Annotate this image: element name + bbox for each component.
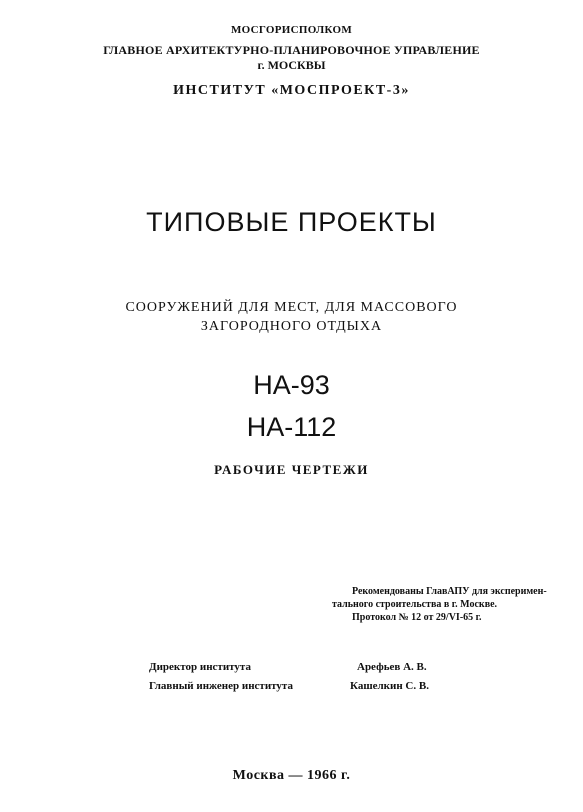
- signature-name-chief-engineer: Кашелкин С. В.: [350, 680, 429, 692]
- recommendation-line-3: Протокол № 12 от 29/VI-65 г.: [352, 612, 482, 623]
- org-line-2: ГЛАВНОЕ АРХИТЕКТУРНО-ПЛАНИРОВОЧНОЕ УПРАВЛЕНИЕ: [103, 43, 480, 57]
- signature-role-director: Директор института: [149, 661, 251, 673]
- org-line-1: МОСГОРИСПОЛКОМ: [230, 24, 353, 36]
- org-line-3: г. МОСКВЫ: [257, 58, 326, 72]
- recommendation-line-1: Рекомендованы ГлавАПУ для эксперимен-: [352, 586, 547, 597]
- recommendation-line-2: тального строительства в г. Москве.: [332, 599, 498, 610]
- subtitle-line-2: ЗАГОРОДНОГО ОТДЫХА: [200, 319, 383, 334]
- drawings-label: РАБОЧИЕ ЧЕРТЕЖИ: [214, 462, 369, 477]
- document-title: ТИПОВЫЕ ПРОЕКТЫ: [146, 207, 437, 237]
- project-code-2: НА-112: [246, 412, 337, 442]
- project-code-1: НА-93: [253, 370, 330, 400]
- institute-name: ИНСТИТУТ «МОСПРОЕКТ-3»: [173, 83, 410, 98]
- signature-role-chief-engineer: Главный инженер института: [149, 680, 293, 692]
- place-and-year: Москва — 1966 г.: [232, 768, 351, 783]
- signature-name-director: Арефьев А. В.: [357, 661, 427, 673]
- subtitle-line-1: СООРУЖЕНИЙ ДЛЯ МЕСТ, ДЛЯ МАССОВОГО: [125, 300, 458, 315]
